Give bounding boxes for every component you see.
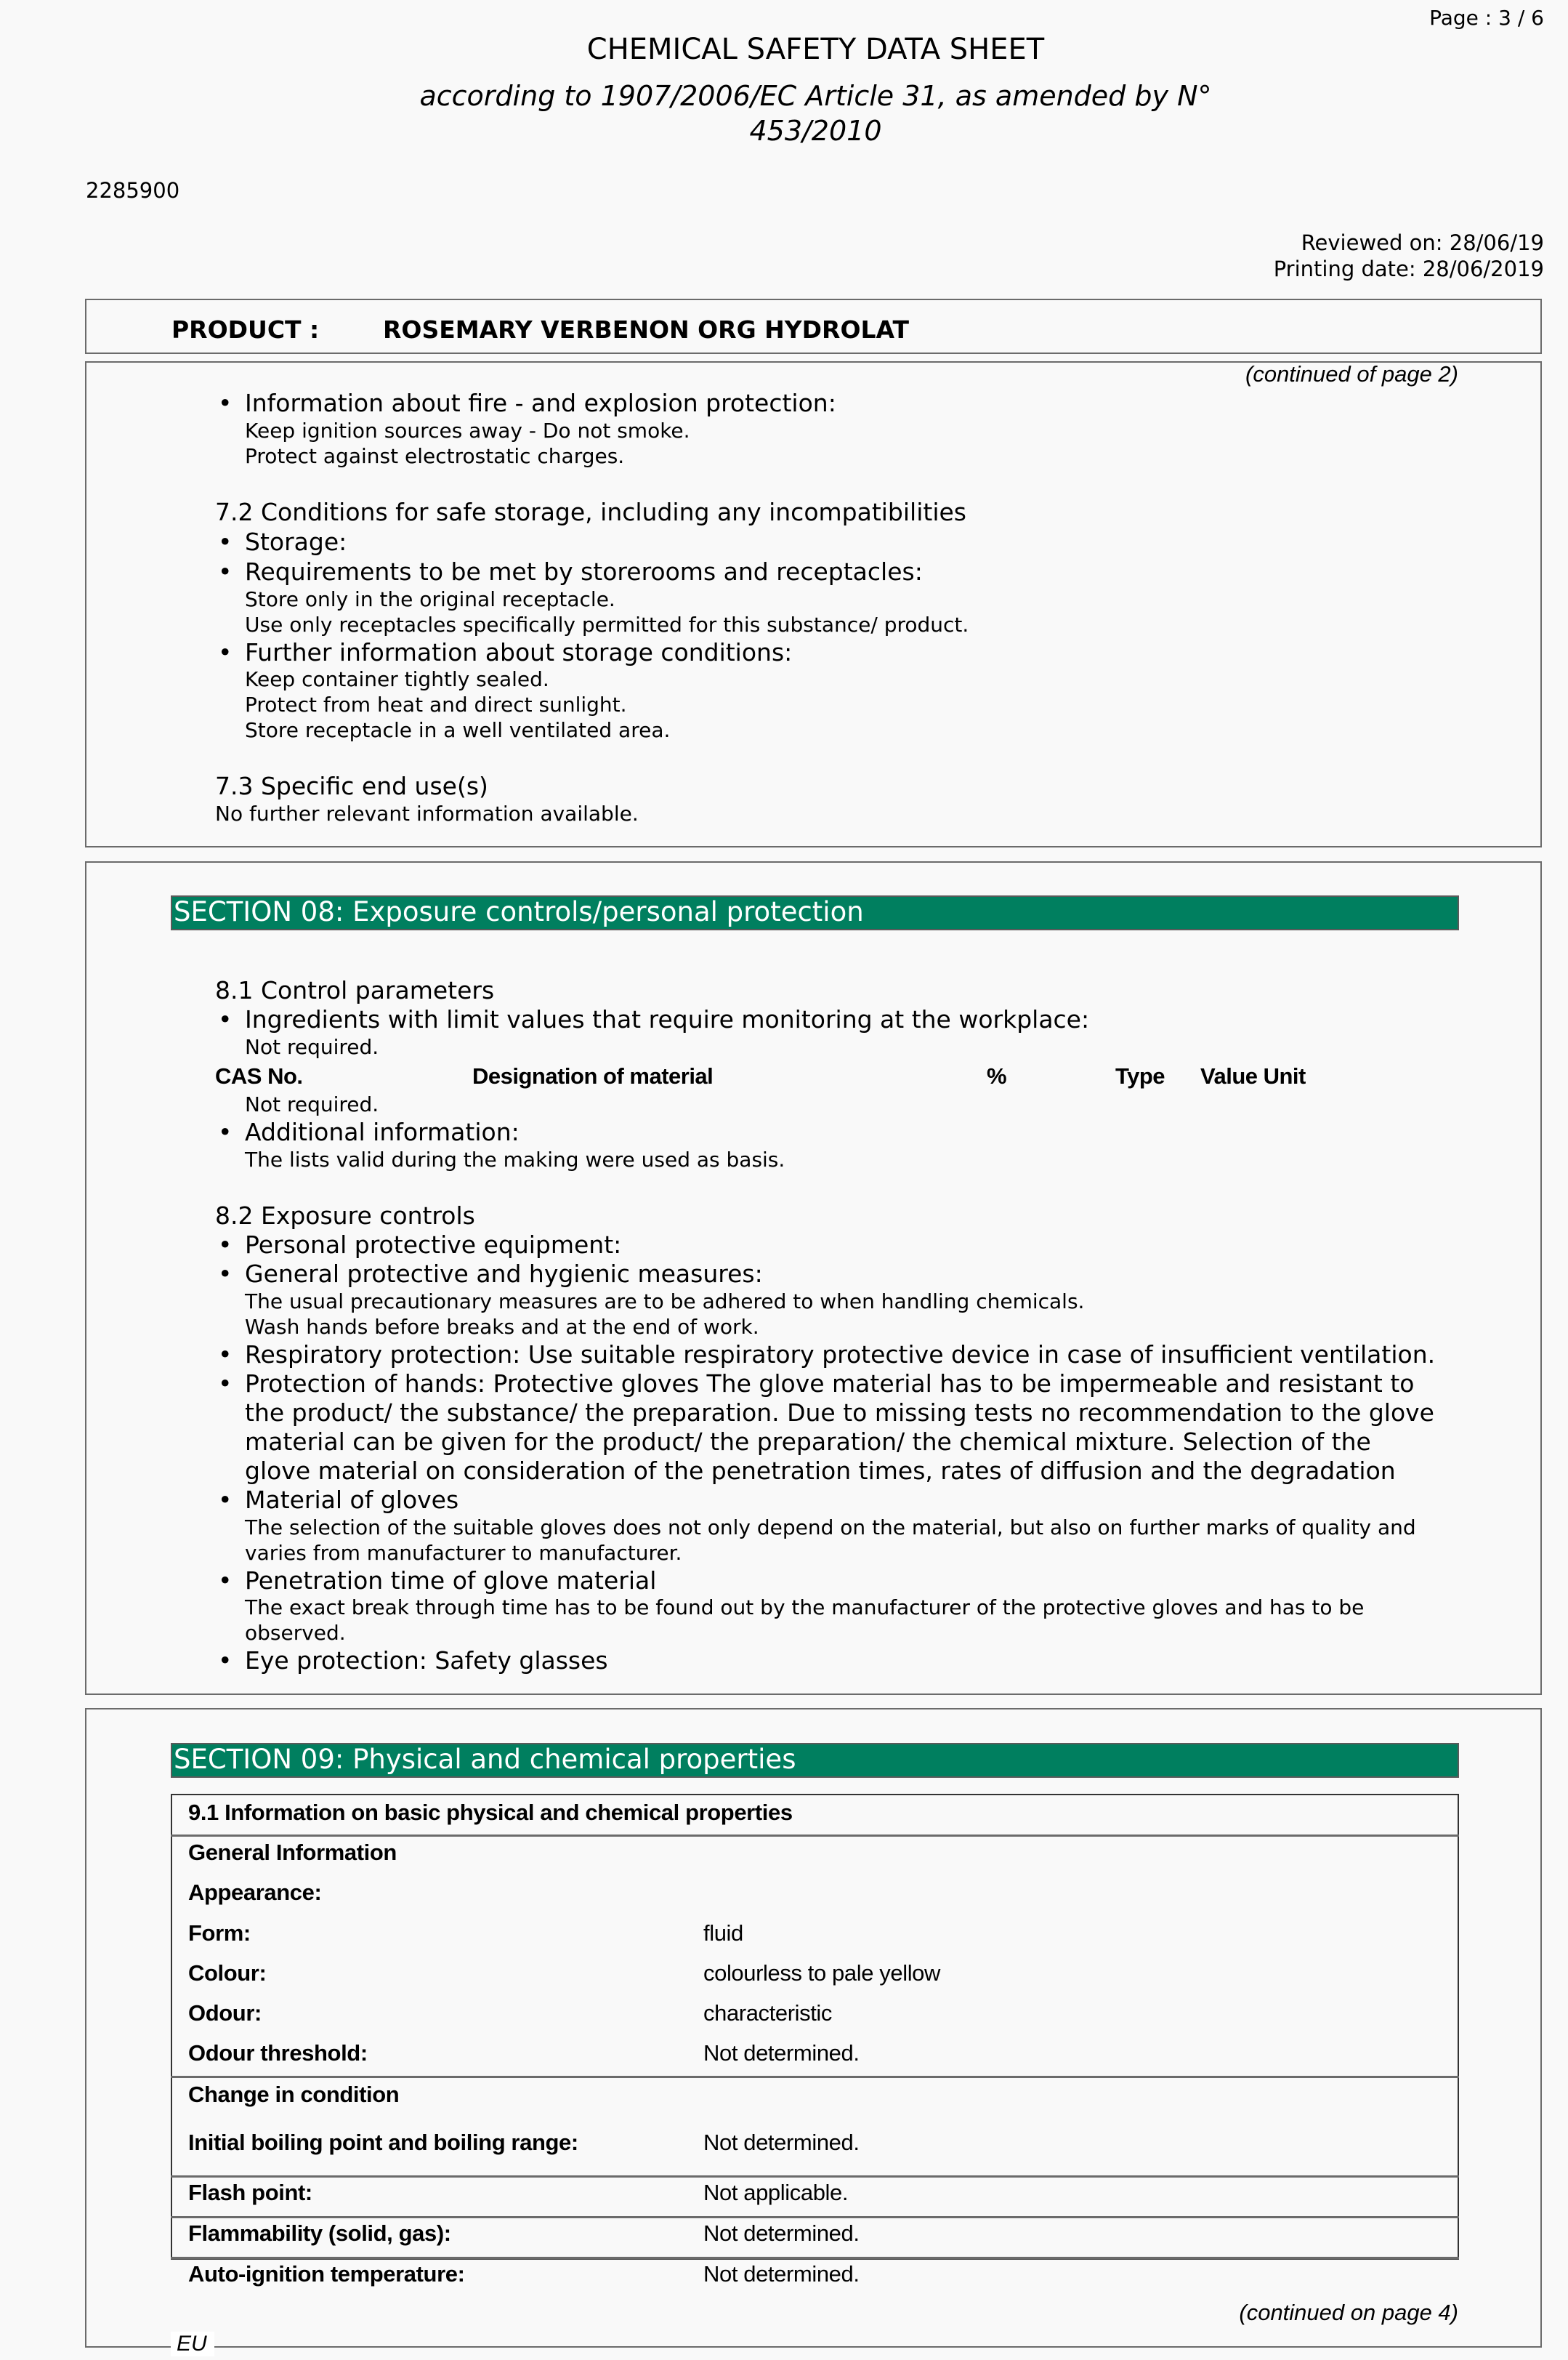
fire-line: Keep ignition sources away - Do not smoke. bbox=[245, 419, 690, 443]
general-measures-line: The usual precautionary measures are to be adhered to when handling chemicals. bbox=[245, 1289, 1085, 1313]
hand-protection-line: • Protection of hands: Protective gloves The glove material has to be impermeable and resistant to bbox=[245, 1369, 1414, 1398]
continued-from-label: (continued of page 2) bbox=[1245, 361, 1458, 387]
property-value: Not determined. bbox=[703, 2261, 860, 2287]
property-value: characteristic bbox=[703, 2000, 833, 2026]
col-type: Type bbox=[1115, 1063, 1165, 1089]
property-value: Not determined. bbox=[703, 2220, 860, 2246]
col-designation: Designation of material bbox=[472, 1063, 714, 1089]
fire-protection-heading: • Information about fire - and explosion protection: bbox=[245, 389, 836, 417]
hand-protection-line: glove material on consideration of the penetration times, rates of diffusion and the degradation bbox=[245, 1457, 1396, 1485]
reviewed-on: Reviewed on: 28/06/19 bbox=[1301, 230, 1544, 255]
document-title: CHEMICAL SAFETY DATA SHEET bbox=[586, 33, 1045, 66]
respiratory-protection: • Respiratory protection: Use suitable respiratory protective device in case of insufficient ventilation. bbox=[245, 1340, 1435, 1369]
property-value: Not applicable. bbox=[703, 2180, 849, 2205]
glove-material-heading: • Material of gloves bbox=[245, 1486, 458, 1514]
property-label: Odour threshold: bbox=[188, 2040, 368, 2066]
glove-material-line: varies from manufacturer to manufacturer. bbox=[245, 1541, 682, 1565]
property-label: Form: bbox=[188, 1920, 251, 1946]
property-label: Change in condition bbox=[188, 2082, 400, 2107]
requirements-line: Store only in the original receptacle. bbox=[245, 587, 615, 611]
requirements-line: Use only receptacles specifically permitted for this substance/ product. bbox=[245, 613, 969, 637]
section-8-1-heading: 8.1 Control parameters bbox=[215, 976, 495, 1004]
additional-info-text: The lists valid during the making were used as basis. bbox=[245, 1148, 785, 1172]
requirements-heading: • Requirements to be met by storerooms and receptacles: bbox=[245, 557, 923, 586]
ppe-heading: • Personal protective equipment: bbox=[245, 1231, 621, 1259]
property-value: Not determined. bbox=[703, 2130, 860, 2155]
product-label: PRODUCT : bbox=[171, 315, 320, 344]
property-label: Initial boiling point and boiling range: bbox=[188, 2130, 578, 2155]
col-cas: CAS No. bbox=[215, 1063, 303, 1089]
property-label: Colour: bbox=[188, 1960, 267, 1986]
fire-line: Protect against electrostatic charges. bbox=[245, 444, 625, 468]
property-label: Auto-ignition temperature: bbox=[188, 2261, 465, 2287]
property-label: Flammability (solid, gas): bbox=[188, 2220, 451, 2246]
section-7-3-heading: 7.3 Specific end use(s) bbox=[215, 772, 488, 800]
limit-table-text: Not required. bbox=[245, 1092, 379, 1116]
property-label: Odour: bbox=[188, 2000, 262, 2026]
table-divider bbox=[171, 2076, 1459, 2078]
document-subtitle bbox=[0, 78, 1568, 148]
general-measures-line: Wash hands before breaks and at the end of work. bbox=[245, 1315, 759, 1339]
property-label: Appearance: bbox=[188, 1880, 322, 1905]
table-divider bbox=[171, 2175, 1459, 2178]
col-value-unit: Value Unit bbox=[1200, 1063, 1306, 1089]
further-info-line: Store receptacle in a well ventilated area. bbox=[245, 718, 671, 742]
hand-protection-line: the product/ the substance/ the preparation. Due to missing tests no recommendation to the glove bbox=[245, 1398, 1434, 1427]
further-info-line: Protect from heat and direct sunlight. bbox=[245, 693, 627, 717]
document-id: 2285900 bbox=[86, 178, 180, 203]
general-measures-heading: • General protective and hygienic measures: bbox=[245, 1260, 763, 1288]
eye-protection: • Eye protection: Safety glasses bbox=[245, 1646, 608, 1675]
section-8-2-heading: 8.2 Exposure controls bbox=[215, 1201, 475, 1230]
further-info-line: Keep container tightly sealed. bbox=[245, 667, 549, 691]
section-8-header: SECTION 08: Exposure controls/personal protection bbox=[171, 895, 1459, 930]
table-title: 9.1 Information on basic physical and chemical properties bbox=[188, 1800, 793, 1825]
footer-line bbox=[85, 2346, 1542, 2348]
property-value: Not determined. bbox=[703, 2040, 860, 2066]
penetration-time-heading: • Penetration time of glove material bbox=[245, 1566, 656, 1595]
property-value: fluid bbox=[703, 1920, 743, 1946]
table-divider bbox=[171, 2216, 1459, 2218]
further-info-heading: • Further information about storage conditions: bbox=[245, 638, 792, 666]
printing-date: Printing date: 28/06/2019 bbox=[1273, 257, 1544, 281]
penetration-time-line: observed. bbox=[245, 1621, 346, 1645]
property-label: General Information bbox=[188, 1840, 397, 1865]
table-divider bbox=[171, 1835, 1459, 1837]
continued-on-label: (continued on page 4) bbox=[1239, 2300, 1458, 2325]
penetration-time-line: The exact break through time has to be found out by the manufacturer of the protective gloves and has to be bbox=[245, 1595, 1365, 1619]
property-value: colourless to pale yellow bbox=[703, 1960, 941, 1986]
table-divider bbox=[171, 2257, 1459, 2259]
section-7-3-text: No further relevant information available. bbox=[215, 802, 639, 826]
property-label: Flash point: bbox=[188, 2180, 312, 2205]
col-percent: % bbox=[987, 1063, 1007, 1089]
glove-material-line: The selection of the suitable gloves does not only depend on the material, but also on further marks of quality and bbox=[245, 1515, 1416, 1539]
regulation-text: according to 1907/2006/EC Article 31, as amended by N° 453/2010 bbox=[419, 80, 1212, 147]
product-name: ROSEMARY VERBENON ORG HYDROLAT bbox=[383, 315, 910, 344]
section-7-2-heading: 7.2 Conditions for safe storage, including any incompatibilities bbox=[215, 498, 966, 526]
region-label: EU bbox=[171, 2332, 214, 2356]
section-9-header: SECTION 09: Physical and chemical properties bbox=[171, 1743, 1459, 1778]
dates-block bbox=[1274, 230, 1544, 282]
ingredients-text: Not required. bbox=[245, 1035, 379, 1059]
additional-info-heading: • Additional information: bbox=[245, 1118, 520, 1146]
hand-protection-line: material can be given for the product/ the preparation/ the chemical mixture. Selection of the bbox=[245, 1427, 1371, 1456]
page-number: Page : 3 / 6 bbox=[1429, 6, 1544, 30]
storage-heading: • Storage: bbox=[245, 528, 347, 556]
ingredients-heading: • Ingredients with limit values that require monitoring at the workplace: bbox=[245, 1005, 1089, 1034]
